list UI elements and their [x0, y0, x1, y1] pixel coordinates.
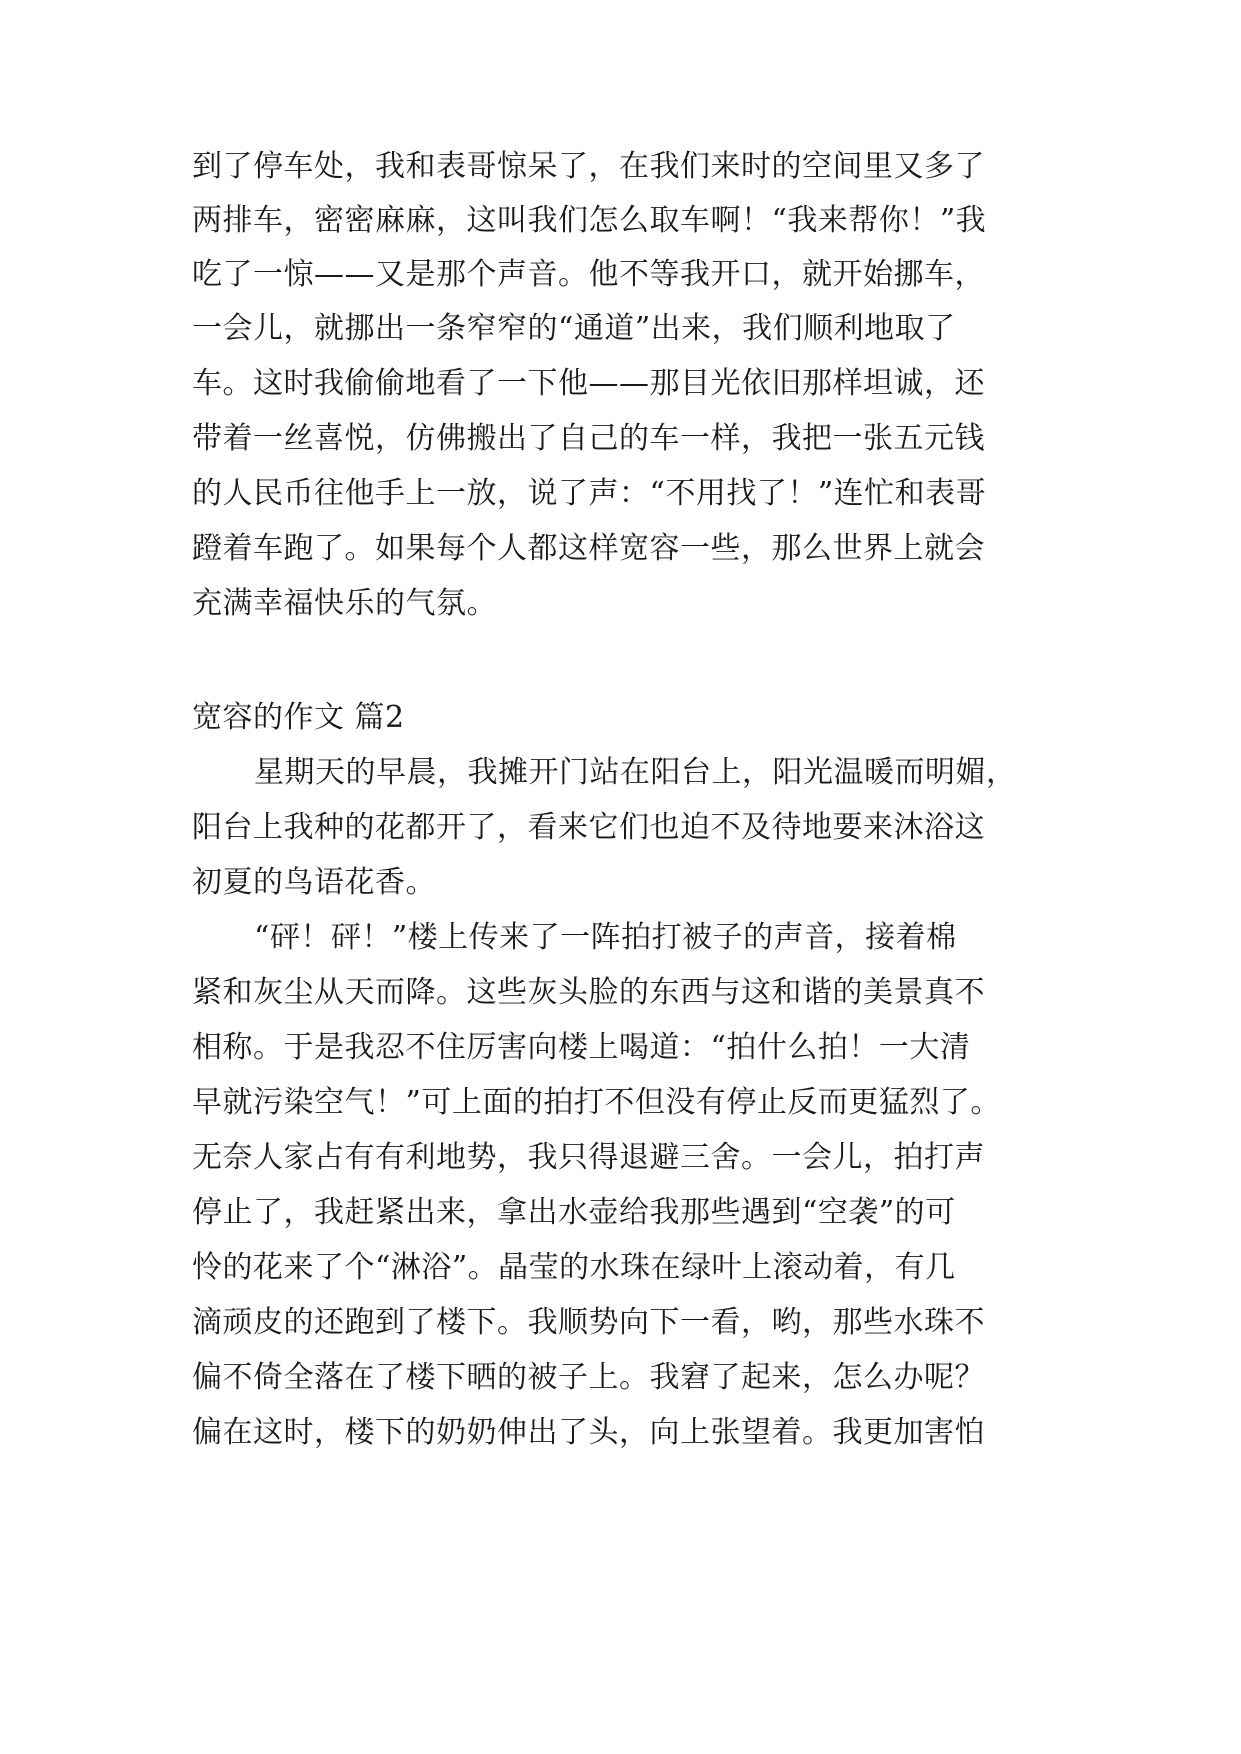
paragraph-line: 无奈人家占有有利地势，我只得退避三舍。一会儿，拍打声: [192, 1140, 985, 1175]
paragraph-line: 吃了一惊——又是那个声音。他不等我开口，就开始挪车，: [192, 257, 985, 292]
paragraph-line: 偏不倚全落在了楼下晒的被子上。我窘了起来，怎么办呢？: [192, 1360, 985, 1395]
paragraph-line: 偏在这时，楼下的奶奶伸出了头，向上张望着。我更加害怕: [192, 1415, 985, 1450]
paragraph-line: “砰！砰！”楼上传来了一阵拍打被子的声音，接着棉: [254, 920, 957, 955]
paragraph-line: 早就污染空气！”可上面的拍打不但没有停止反而更猛烈了。: [192, 1085, 1001, 1120]
paragraph-line: 停止了，我赶紧出来，拿出水壶给我那些遇到“空袭”的可: [192, 1195, 956, 1230]
paragraph-line: 的人民币往他手上一放，说了声：“不用找了！”连忙和表哥: [192, 476, 987, 511]
paragraph-line: 一会儿，就挪出一条窄窄的“通道”出来，我们顺利地取了: [192, 311, 956, 346]
paragraph-line: 紧和灰尘从天而降。这些灰头脸的东西与这和谐的美景真不: [192, 975, 985, 1010]
paragraph-line: 到了停车处，我和表哥惊呆了，在我们来时的空间里又多了: [192, 149, 985, 184]
paragraph-line: 相称。于是我忍不住厉害向楼上喝道：“拍什么拍！一大清: [192, 1030, 971, 1065]
paragraph-line: 带着一丝喜悦，仿佛搬出了自己的车一样，我把一张五元钱: [192, 421, 985, 456]
paragraph-line: 两排车，密密麻麻，这叫我们怎么取车啊！“我来帮你！”我: [192, 203, 987, 238]
paragraph-line: 车。这时我偷偷地看了一下他——那目光依旧那样坦诚，还: [192, 366, 985, 401]
paragraph-line: 滴顽皮的还跑到了楼下。我顺势向下一看，哟，那些水珠不: [192, 1305, 985, 1340]
paragraph-line: 充满幸福快乐的气氛。: [192, 586, 497, 621]
paragraph-line: 怜的花来了个“淋浴”。晶莹的水珠在绿叶上滚动着，有几: [192, 1250, 956, 1285]
paragraph-line: 初夏的鸟语花香。: [192, 865, 436, 900]
paragraph-line: 蹬着车跑了。如果每个人都这样宽容一些，那么世界上就会: [192, 531, 985, 566]
section-heading: 宽容的作文 篇2: [192, 700, 405, 735]
paragraph-line: 阳台上我种的花都开了，看来它们也迫不及待地要来沐浴这: [192, 810, 985, 845]
paragraph-line: 星期天的早晨，我摊开门站在阳台上，阳光温暖而明媚，: [254, 755, 1017, 790]
